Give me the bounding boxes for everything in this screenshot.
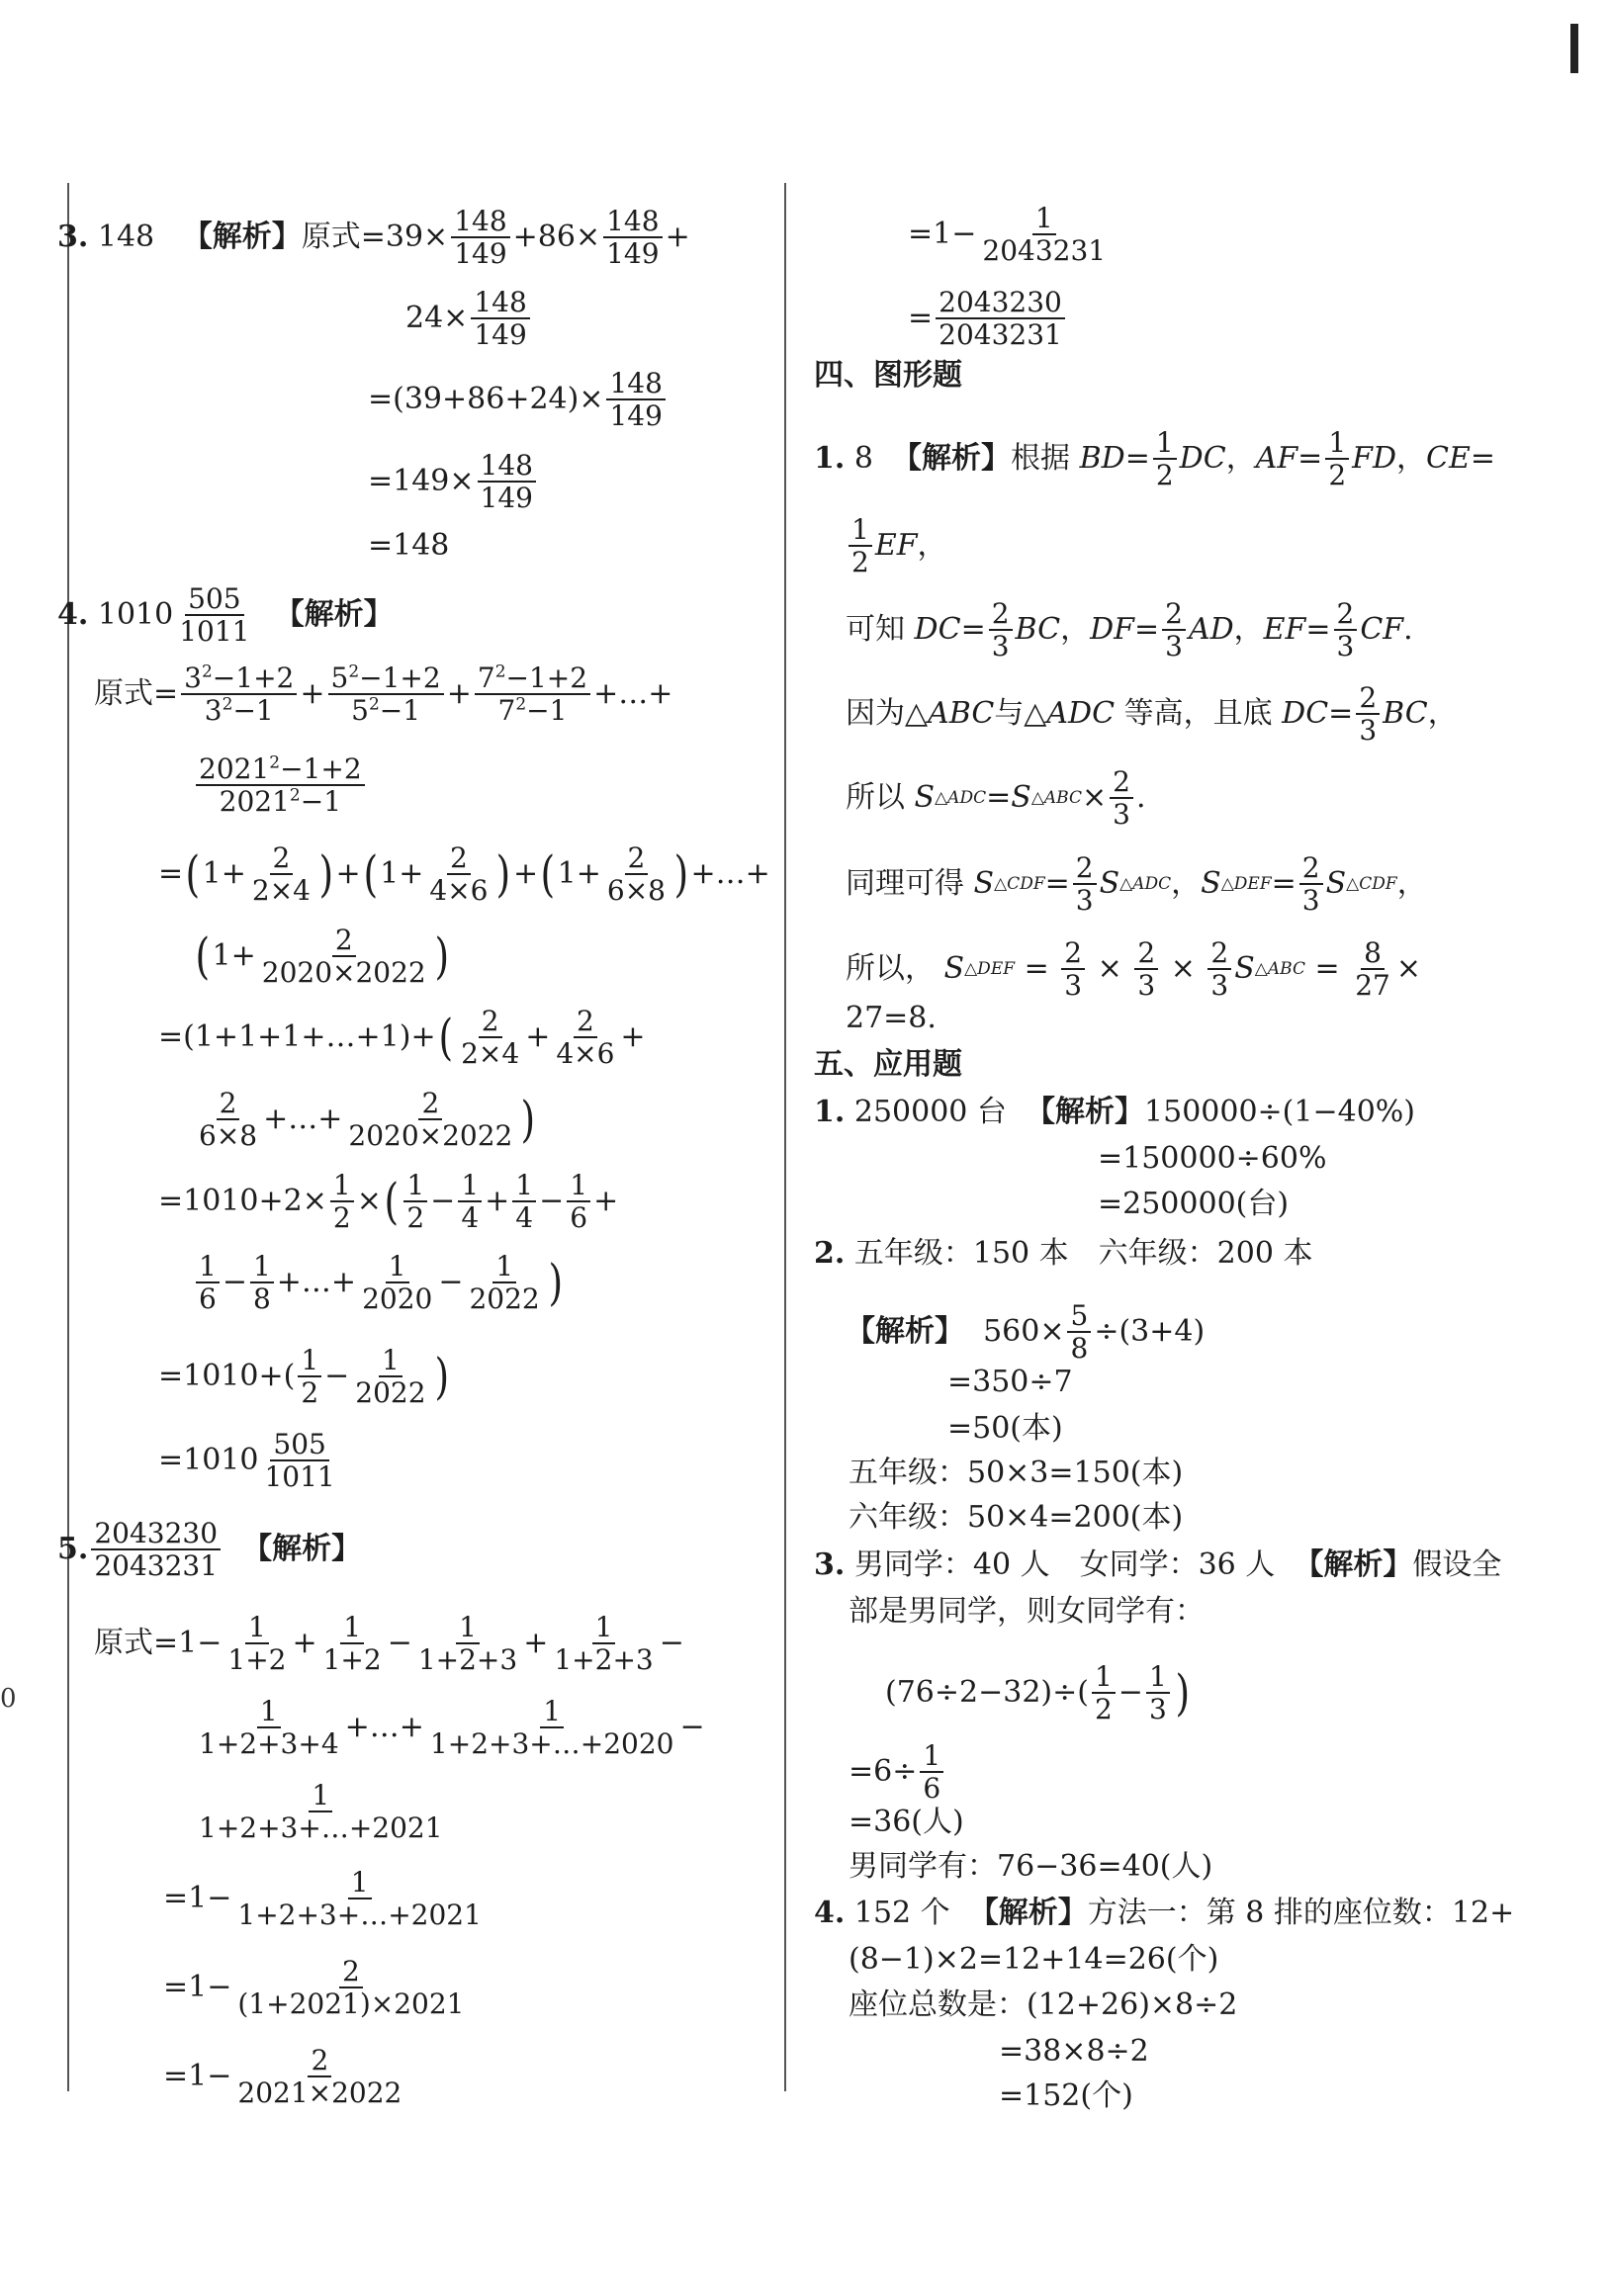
g1-line6: 同理可得 S △CDF = $\frac{2}{3}$ S △ADC ， S △DEF = $\frac{2}{3}$ S △CDF ，	[846, 851, 1427, 918]
g1-line2: 1 2 EF ，	[846, 514, 947, 578]
g1-line5: 所以 S △ADC = S △ABC × $\frac{2}{3}$ .	[846, 765, 1146, 832]
r-top-line2: = $\frac{2043230}{2043231}$	[908, 287, 1068, 351]
q4-line4: = ( 1+ $\frac{2}{2\times 4}$ ) + ( 1+ $\frac{2}{4\times 6}$ ) + ( 1+ $\frac{2}{6\times 8}$ ) +…+	[158, 841, 770, 908]
left-margin-rule	[67, 183, 69, 2091]
r-top-line1: =1− $\frac{1}{2043231}$	[908, 202, 1107, 268]
a4-line4: =38×8÷2	[999, 2034, 1149, 2069]
q4-line1: 4. 1010 505 1011 【解析】	[57, 582, 394, 649]
g1-line8: 27=8.	[846, 1001, 937, 1035]
q3-line3: =(39+86+24)× $\frac{148}{149}$	[368, 368, 669, 432]
g1-line7: 所以， S △DEF = $\frac{2}{3}$ × $\frac{2}{3}$ × $\frac{2}{3}$ S △ABC = $\frac{8}{27}$ ×	[846, 936, 1421, 1003]
q5-line7: =1− $\frac{2}{2021\times 2022}$	[163, 2044, 402, 2110]
q3-line2: 24× $\frac{148}{149}$	[405, 287, 533, 351]
margin-char: 0	[0, 1684, 17, 1714]
q3-line5: =148	[368, 528, 450, 563]
a1-line1: 1. 250000 台 【解析】 150000÷(1−40%)	[814, 1095, 1415, 1129]
q5-line3: 1 1+2+3+4 +…+ $\frac{1}{1+2+3+\dots+2020}$ −	[199, 1695, 705, 1761]
a3-line5: =36(人)	[849, 1805, 964, 1839]
a2-line4: =50(本)	[947, 1411, 1063, 1446]
q5-line6: =1− $\frac{2}{(1+2021)\times 2021}$	[163, 1955, 465, 2021]
g1-line3: 可知 DC = $\frac{2}{3}$ BC ， DF = $\frac{2}{3}$ AD ， EF = $\frac{2}{3}$ CF .	[846, 597, 1413, 663]
q5-line4: 1 1+2+3+…+2021	[199, 1779, 443, 1845]
q5-line5: =1− $\frac{1}{1+2+3+\dots+2021}$	[163, 1866, 482, 1932]
a2-line1: 2. 五年级：150 本 六年级：200 本	[814, 1236, 1313, 1271]
a4-line5: =152(个)	[999, 2078, 1133, 2113]
a1-line2: =150000÷60%	[1098, 1141, 1327, 1176]
a3-line6: 男同学有：76−36=40(人)	[849, 1849, 1213, 1884]
q4-line9: 1 6 − $\frac{1}{8}$ +…+ $\frac{1}{2020}$ − $\frac{1}{2022}$ )	[193, 1251, 565, 1315]
a3-line1: 3. 男同学：40 人 女同学：36 人 【解析】 假设全	[814, 1547, 1502, 1582]
a2-line3: =350÷7	[947, 1365, 1073, 1399]
g1-line4: 因为△ ABC 与△ ADC 等高，且底 DC = $\frac{2}{3}$ BC ，	[846, 681, 1458, 748]
q4-line6: =(1+1+1+…+1)+ ( 2 2×4 + $\frac{2}{4\times 6}$ +	[158, 1005, 646, 1071]
q4-line11: =1010 505 1011	[158, 1428, 335, 1494]
q4-line2: 原式= $\frac{3^2-1+2}{3^2-1}$ + $\frac{5^2-1+2}{5^2-1}$ + $\frac{7^2-1+2}{7^2-1}$ +…+	[94, 662, 673, 728]
a3-line2: 部是男同学，则女同学有：	[849, 1594, 1205, 1629]
section-5-title: 五、应用题	[814, 1047, 962, 1082]
a1-line3: =250000(台)	[1098, 1187, 1290, 1221]
q4-line7: 2 6×8 +…+ $\frac{2}{2020\times 2022}$ )	[199, 1087, 536, 1153]
q5-line1: 5. 2043230 2043231 【解析】	[57, 1517, 362, 1583]
q4-line8: =1010+2× $\frac{1}{2}$ × ( 1 2 − $\frac{1}{4}$ + $\frac{1}{4}$ − $\frac{1}{6}$ +	[158, 1169, 619, 1235]
a4-line2: (8−1)×2=12+14=26(个)	[849, 1942, 1219, 1977]
q4-line3: $2021^2-1+2$ $2021^2-1$	[193, 753, 368, 818]
section-4-title: 四、图形题	[814, 358, 962, 393]
a4-line1: 4. 152 个 【解析】 方法一：第 8 排的座位数：12+	[814, 1896, 1515, 1930]
g1-line1: 1. 8 【解析】 根据 BD = $\frac{1}{2}$ DC ， AF = $\frac{1}{2}$ FD ， CE =	[814, 426, 1496, 492]
a3-line3: (76÷2−32)÷( 1 2 − $\frac{1}{3}$ )	[885, 1660, 1190, 1726]
a3-line4: =6÷ $\frac{1}{6}$	[849, 1740, 946, 1805]
a2-line2: 【解析】 560× $\frac{5}{8}$ ÷(3+4)	[846, 1299, 1206, 1366]
column-divider	[784, 183, 786, 2091]
q5-line2: 原式=1− $\frac{1}{1+2}$ + $\frac{1}{1+2}$ − $\frac{1}{1+2+3}$ + $\frac{1}{1+2+3}$ −	[94, 1611, 684, 1677]
a2-line6: 六年级：50×4=200(本)	[849, 1500, 1184, 1535]
q3-line4: =149× $\frac{148}{149}$	[368, 450, 539, 514]
a4-line3: 座位总数是：(12+26)×8÷2	[849, 1987, 1238, 2022]
corner-mark	[1570, 24, 1578, 73]
a2-line5: 五年级：50×3=150(本)	[849, 1456, 1184, 1490]
q3-line1: 3. 148 【解析】 原式 =39× $\frac{148}{149}$ +86× $\frac{148}{149}$ +	[57, 205, 690, 271]
q4-line10: =1010+( 1 2 − $\frac{1}{2022}$ )	[158, 1344, 449, 1410]
q4-line5: ( 1+ $\frac{2}{2020\times 2022}$ )	[195, 924, 449, 990]
